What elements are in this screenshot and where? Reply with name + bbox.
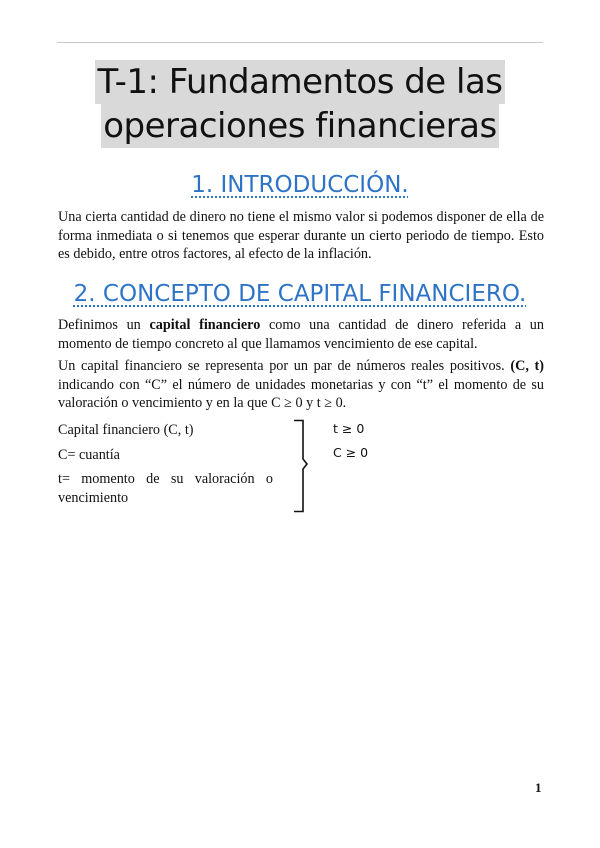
section-1-heading: 1. INTRODUCCIÓN. [191, 172, 409, 198]
condition-t: t ≥ 0 [333, 421, 365, 436]
right-brace [292, 419, 310, 513]
pair-notation: (C, t) [510, 358, 544, 374]
definition-capital: Capital financiero (C, t) [58, 422, 194, 438]
section-1-paragraph: Una cierta cantidad de dinero no tiene el mismo valor si podemos disponer de ella de forma inmediata o si tenemos que esperar durante un cierto periodo de tiempo. Esto es debido, entre otros factores, al efecto de la inflación. [58, 209, 544, 262]
section-2-paragraph-2: Un capital financiero se representa por un par de números reales positivos. (C, t) indicando con “C” el número de unidades monetarias y con “t” el momento de su valoración o vencimiento y en la que C ≥ 0 y t ≥ 0. [58, 358, 544, 411]
header-rule [57, 42, 543, 43]
document-title [87, 60, 513, 148]
condition-c: C ≥ 0 [333, 445, 369, 460]
definition-momento: t= momento de su valoración o vencimiento [58, 471, 273, 506]
title-line-1: T-1: Fundamentos de las [97, 62, 503, 102]
title-line-2: operaciones financieras [103, 106, 497, 146]
section-2-heading: 2. CONCEPTO DE CAPITAL FINANCIERO. [73, 281, 527, 307]
term-capital-financiero: capital financiero [149, 317, 261, 333]
definition-cuantia: C= cuantía [58, 447, 120, 463]
section-2-paragraph-1: Definimos un capital financiero como una cantidad de dinero referida a un momento de tiempo concreto al que llamamos vencimiento de ese capital. [58, 317, 544, 352]
page-number: 1 [535, 780, 542, 795]
